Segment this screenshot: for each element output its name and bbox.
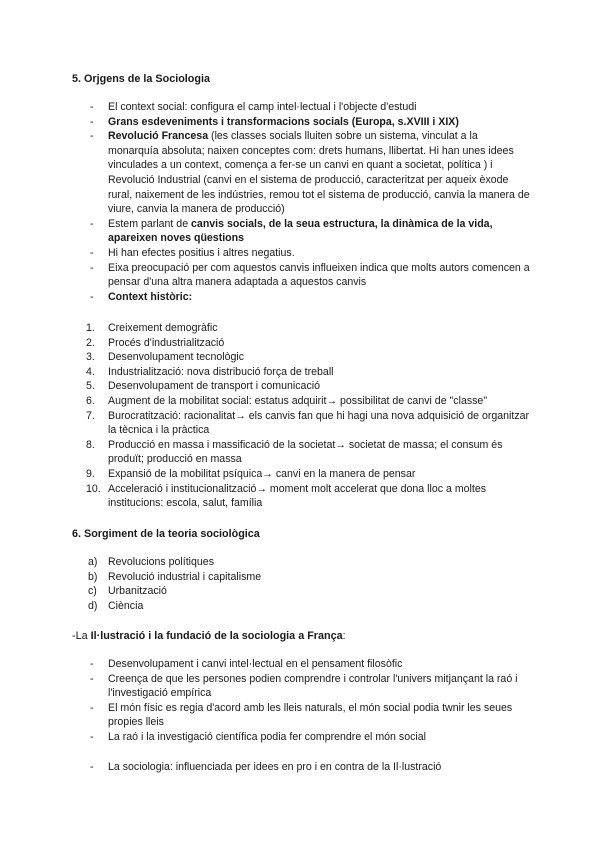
list-item: 5. Desenvolupament de transport i comunicació (86, 380, 320, 393)
list-item: 9. Expansió de la mobilitat psíquica→ canvi en la manera de pensar (86, 467, 416, 480)
list-item: 10. Acceleració i institucionalització→ moment molt accelerat que dona lloc a moltes institucions: escola, salut, família (86, 482, 487, 510)
list-item: - Creença de que les persones podien comprendre i controlar l'univers mitjançant la raó i l'investigació empírica (90, 672, 530, 701)
list-item: 6. Augment de la mobilitat social: estatus adquirit→ possibilitat de canvi de "classe" (86, 394, 488, 407)
list-item: 2. Procés d'industrialització (86, 336, 225, 349)
list-item: - Context històric: (90, 290, 530, 305)
illustration-intro: -La Il·lustració i la fundació de la sociologia a França: (72, 630, 346, 642)
illustration-bullets (90, 657, 530, 745)
sociology-influence-bullet (90, 760, 530, 775)
list-item: - La sociologia: influenciada per idees en pro i en contra de la Il·lustració (90, 760, 530, 775)
list-item: a) Revolucions polítiques (88, 556, 214, 568)
section-5-bullets (90, 100, 530, 304)
list-item: - Estem parlant de canvis socials, de la seua estructura, la dinàmica de la vida, apareixen noves qüestions (90, 217, 530, 246)
list-item: - Revolució Francesa (les classes socials lluiten sobre un sistema, vinculat a la monarquía absoluta; naixen conceptes com: drets humans, llibertat. Hi han unes idees vinculades a un context, comença a fer-se un canvi en quant a societat, política ) i Revolució Industrial (canvi en el sistema de producció, caracteritzat per aqueix èxode rural, naixement de les indústries, remou tot el sistema de producció, canvia la manera de viure, canvia la manera de producció) (90, 129, 530, 217)
theory-factors-list (90, 555, 530, 613)
list-item: 4. Industrialització: nova distribució força de treball (86, 365, 334, 378)
context-historic-list (86, 321, 530, 511)
list-item: b) Revolució industrial i capitalisme (88, 570, 262, 583)
list-item: - Grans esdeveniments i transformacions socials (Europa, s.XVIII i XIX) (90, 115, 530, 130)
list-item: - Eixa preocupació per com aquestos canvis influeixen indica que molts autors comencen a pensar d'una altra manera adaptada a aquestos canvis (90, 261, 530, 290)
list-item: - Desenvolupament i canvi intel·lectual en el pensament filosòfic (90, 657, 530, 672)
section-5-title: 5. Orjgens de la Sociologia (72, 73, 210, 85)
list-item: 1. Creixement demogràfic (86, 322, 218, 334)
list-item: 3. Desenvolupament tecnològic (86, 351, 245, 364)
list-item: 7. Burocratització: racionalitat→ els canvis fan que hi hagi una nova adquisició de organitzar la tècnica i la pràctica (86, 409, 530, 437)
list-item: d) Ciència (88, 599, 144, 612)
list-item: - El context social: configura el camp intel·lectual i l'objecte d'estudi (90, 100, 530, 115)
list-item: 8. Producció en massa i massificació de la societat→ societat de massa; el consum és produït; producció en massa (86, 438, 503, 466)
section-6-title: 6. Sorgiment de la teoria sociològica (72, 528, 260, 540)
list-item: - Hi han efectes positius i altres negatius. (90, 246, 530, 261)
list-item: - El món físic es regia d'acord amb les lleis naturals, el món social podia twnir les seues propies lleis (90, 701, 530, 730)
list-item: c) Urbanització (88, 585, 167, 598)
list-item: - La raó i la investigació científica podia fer comprendre el món social (90, 730, 530, 745)
